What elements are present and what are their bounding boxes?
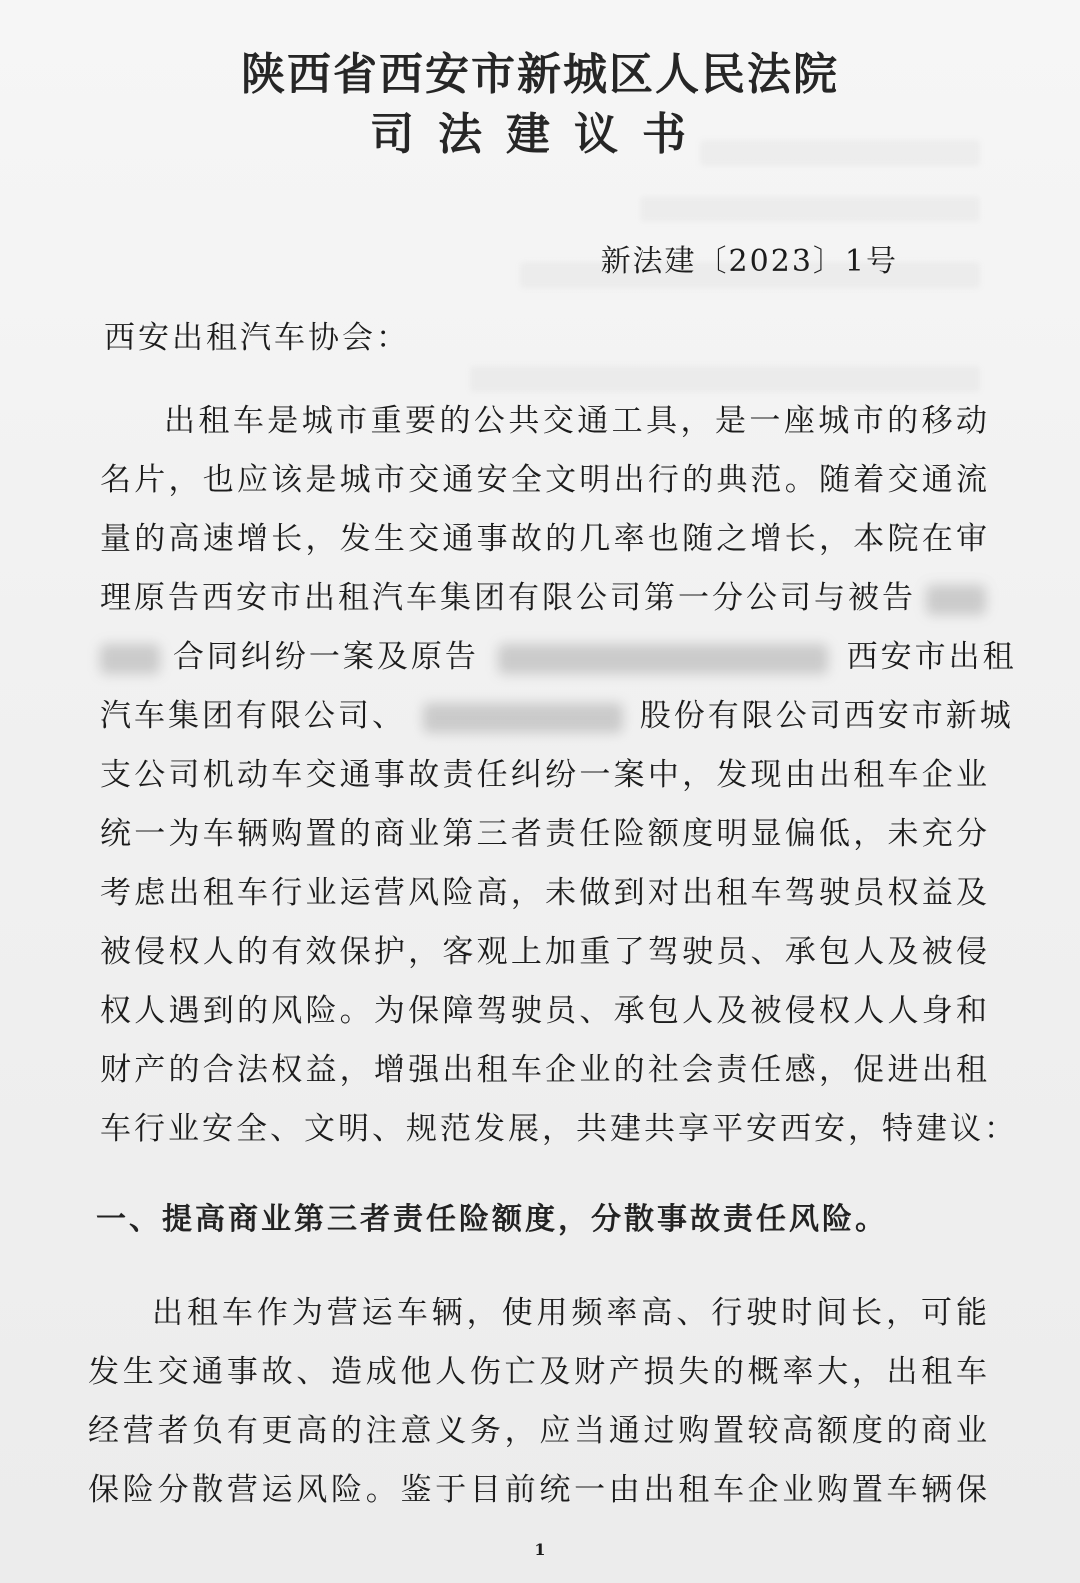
paragraph-line [100, 569, 990, 628]
paragraph-1 [100, 392, 1018, 1159]
paragraph-line: 发生交通事故、造成他人伤亡及财产损失的概率大，出租车 [88, 1354, 990, 1390]
paragraph-text: 合同纠纷一案及原告 [172, 639, 479, 675]
paragraph-line [100, 628, 1017, 687]
paragraph-line: 量的高速增长，发生交通事故的几率也随之增长，本院在审 [100, 521, 990, 557]
paragraph-line [100, 687, 1014, 746]
section-heading: 一、提高商业第三者责任险额度，分散事故责任风险。 [96, 1202, 888, 1237]
paragraph-text: 股份有限公司西安市新城 [639, 698, 1014, 734]
redacted-text [423, 703, 623, 733]
paragraph-line: 出租车是城市重要的公共交通工具，是一座城市的移动 [164, 403, 990, 439]
paragraph-line: 保险分散营运风险。鉴于目前统一由出租车企业购置车辆保 [88, 1472, 990, 1508]
document-title: 司法建议书 [370, 109, 710, 160]
paragraph-line: 被侵权人的有效保护，客观上加重了驾驶员、承包人及被侵 [100, 934, 990, 970]
paragraph-text: 理原告西安市出租汽车集团有限公司第一分公司与被告 [100, 580, 916, 616]
redacted-text [498, 644, 828, 674]
paragraph-text: 西安市出租 [846, 639, 1017, 675]
page-number: 1 [534, 1540, 546, 1559]
paragraph-line: 支公司机动车交通事故责任纠纷一案中，发现由出租车企业 [100, 757, 990, 793]
paragraph-2 [88, 1284, 990, 1520]
bleed-through-mark [470, 366, 980, 392]
paragraph-line: 车行业安全、文明、规范发展，共建共享平安西安，特建议： [100, 1111, 1018, 1147]
paragraph-line: 权人遇到的风险。为保障驾驶员、承包人及被侵权人人身和 [100, 993, 990, 1029]
document-number: 新法建〔2023〕1号 [600, 244, 898, 279]
paragraph-line: 经营者负有更高的注意义务，应当通过购置较高额度的商业 [88, 1413, 990, 1449]
paragraph-line: 出租车作为营运车辆，使用频率高、行驶时间长，可能 [152, 1295, 990, 1331]
redacted-text [926, 585, 986, 615]
paragraph-line: 考虑出租车行业运营风险高，未做到对出租车驾驶员权益及 [100, 875, 990, 911]
paragraph-line: 统一为车辆购置的商业第三者责任险额度明显偏低，未充分 [100, 816, 990, 852]
paragraph-text: 汽车集团有限公司、 [100, 698, 406, 734]
bleed-through-mark [640, 196, 980, 222]
redacted-text [100, 644, 160, 674]
court-name: 陕西省西安市新城区人民法院 [241, 49, 839, 100]
addressee: 西安出租汽车协会： [104, 320, 410, 356]
paragraph-line: 财产的合法权益，增强出租车企业的社会责任感，促进出租 [100, 1052, 990, 1088]
paragraph-line: 名片，也应该是城市交通安全文明出行的典范。随着交通流 [100, 462, 990, 498]
